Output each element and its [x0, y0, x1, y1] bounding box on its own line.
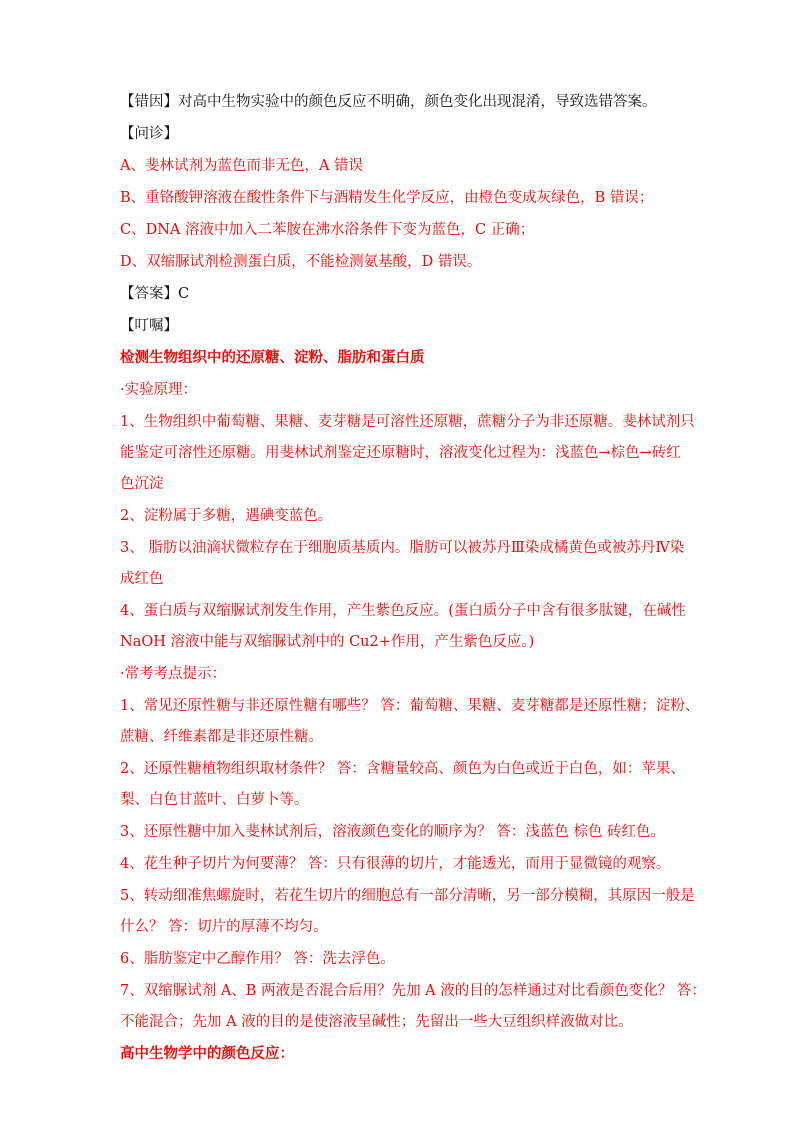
answer-line: 【答案】C — [120, 286, 190, 302]
section-title-color-reactions: 高中生物学中的颜色反应： — [120, 1046, 294, 1062]
principle-1-line-1: 1、生物组织中葡萄糖、果糖、麦芽糖是可溶性还原糖，蔗糖分子为非还原糖。斐林试剂只 — [120, 414, 695, 430]
tip-1-line-2: 蔗糖、纤维素都是非还原性糖。 — [120, 729, 323, 745]
tip-4: 4、花生种子切片为何要薄？ 答：只有很薄的切片，才能透光，而用于显微镜的观察。 — [120, 856, 671, 872]
principle-3-line-2: 成红色 — [120, 571, 164, 587]
tip-2-line-1: 2、还原性糖植物组织取材条件？ 答：含糖量较高、颜色为白色或近于白色，如：苹果、 — [120, 761, 685, 777]
principle-2: 2、淀粉属于多糖，遇碘变蓝色。 — [120, 508, 333, 524]
principle-3-line-1: 3、 脂肪以油滴状微粒存在于细胞质基质内。脂肪可以被苏丹Ⅲ染成橘黄色或被苏丹Ⅳ染 — [120, 540, 685, 556]
tip-3: 3、还原性糖中加入斐林试剂后，溶液颜色变化的顺序为？ 答：浅蓝色 棕色 砖红色。 — [120, 824, 666, 840]
error-cause-line: 【错因】对高中生物实验中的颜色反应不明确，颜色变化出现混淆，导致选错答案。 — [120, 94, 657, 110]
tip-7-line-1: 7、双缩脲试剂 A、B 两液是否混合后用？先加 A 液的目的怎样通过对比看颜色变化？ 答： — [120, 983, 706, 999]
tip-5-line-1: 5、转动细准焦螺旋时，若花生切片的细胞总有一部分清晰，另一部分模糊，其原因一般是 — [120, 888, 695, 904]
diagnosis-heading: 【问诊】 — [120, 126, 178, 142]
principle-1-line-2: 能鉴定可溶性还原糖。用斐林试剂鉴定还原糖时，溶液变化过程为：浅蓝色→棕色→砖红 — [120, 445, 681, 461]
tip-2-line-2: 梨、白色甘蓝叶、白萝卜等。 — [120, 792, 309, 808]
tip-5-line-2: 什么？ 答：切片的厚薄不均匀。 — [120, 919, 328, 935]
principle-4-line-1: 4、蛋白质与双缩脲试剂发生作用，产生紫色反应。(蛋白质分子中含有很多肽键，在碱性 — [120, 603, 686, 619]
reminder-heading: 【叮嘱】 — [120, 318, 178, 334]
tip-7-line-2: 不能混合；先加 A 液的目的是使溶液呈碱性；先留出一些大豆组织样液做对比。 — [120, 1014, 633, 1030]
option-a-line: A、斐林试剂为蓝色而非无色，A 错误 — [120, 158, 364, 174]
principle-4-line-2: NaOH 溶液中能与双缩脲试剂中的 Cu2+作用，产生紫色反应。) — [120, 634, 535, 650]
principle-heading: ·实验原理： — [120, 382, 198, 398]
tip-1-line-1: 1、常见还原性糖与非还原性糖有哪些？ 答：葡萄糖、果糖、麦芽糖都是还原性糖；淀粉、 — [120, 698, 700, 714]
principle-1-line-3: 色沉淀 — [120, 476, 164, 492]
option-b-line: B、重铬酸钾溶液在酸性条件下与酒精发生化学反应，由橙色变成灰绿色，B 错误； — [120, 190, 654, 206]
document-page — [120, 92, 706, 1076]
tip-6: 6、脂肪鉴定中乙醇作用？ 答：洗去浮色。 — [120, 951, 395, 967]
option-c-line: C、DNA 溶液中加入二苯胺在沸水浴条件下变为蓝色，C 正确； — [120, 222, 535, 238]
tips-heading: ·常考考点提示： — [120, 666, 227, 682]
option-d-line: D、双缩脲试剂检测蛋白质，不能检测氨基酸，D 错误。 — [120, 254, 482, 270]
section-title-detection: 检测生物组织中的还原糖、淀粉、脂肪和蛋白质 — [120, 350, 425, 366]
